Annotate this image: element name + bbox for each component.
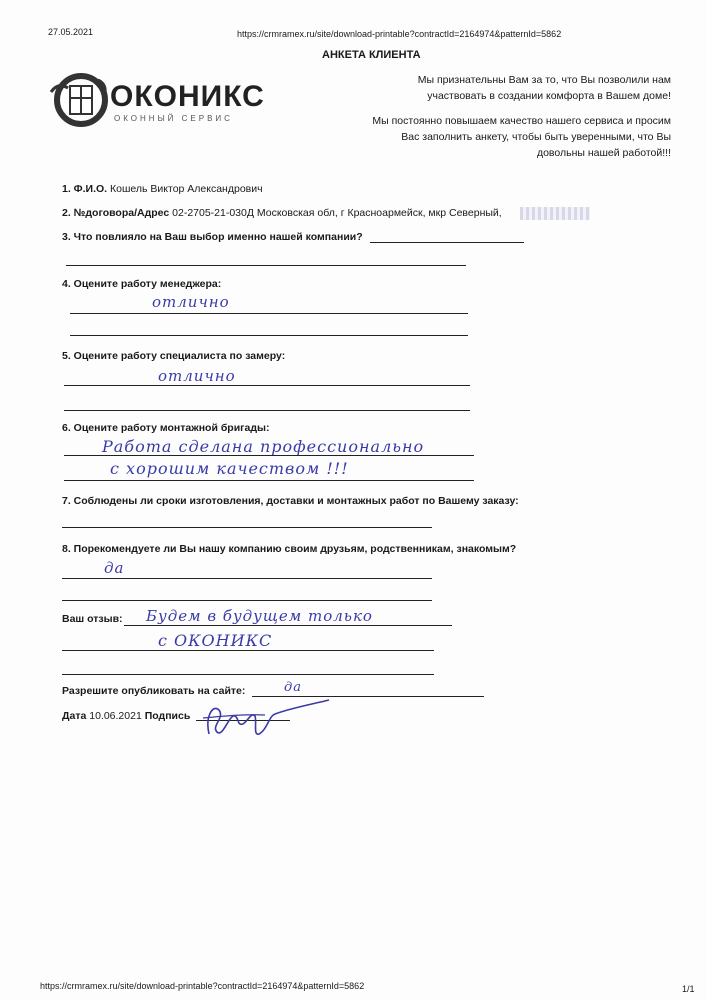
q4-answer: отлично <box>152 293 230 311</box>
q8-answer: да <box>104 559 125 577</box>
window-logo-icon <box>48 70 108 128</box>
date-row <box>62 710 190 722</box>
q4-text: 4. Оцените работу менеджера: <box>62 278 222 290</box>
answer-line <box>124 625 452 626</box>
q3-text: 3. Что повлияло на Ваш выбор именно нашей компании? <box>62 231 363 243</box>
q1-value: Кошель Виктор Александрович <box>110 183 263 195</box>
q2-label: 2. №договора/Адрес <box>62 207 170 219</box>
intro-line: Мы постоянно повышаем качество нашего сервиса и просим <box>372 115 671 127</box>
print-date: 27.05.2021 <box>48 27 94 37</box>
logo-tagline: ОКОННЫЙ СЕРВИС <box>114 114 233 123</box>
answer-line <box>70 313 468 314</box>
date-label: Дата <box>62 710 87 722</box>
answer-line <box>62 578 432 579</box>
answer-line <box>64 455 474 456</box>
q5-text: 5. Оцените работу специалиста по замеру: <box>62 350 286 362</box>
intro-line: участвовать в создании комфорта в Вашем доме! <box>427 90 671 102</box>
answer-line <box>370 242 524 243</box>
publish-answer: да <box>284 680 302 695</box>
date-value: 10.06.2021 <box>89 710 142 722</box>
review-label: Ваш отзыв: <box>62 613 123 625</box>
answer-line <box>62 650 434 651</box>
handwritten-signature <box>195 696 335 742</box>
answer-line <box>66 265 466 266</box>
intro-line: Мы признательны Вам за то, что Вы позволили нам <box>417 74 671 86</box>
intro-text <box>372 72 671 161</box>
intro-line: довольны нашей работой!!! <box>536 147 671 159</box>
answer-line <box>62 527 432 528</box>
q6-text: 6. Оцените работу монтажной бригады: <box>62 422 270 434</box>
q6-answer-line2: с хорошим качеством !!! <box>110 459 349 478</box>
print-url: https://crmramex.ru/site/download-printable?contractId=2164974&patternId=5862 <box>237 29 562 39</box>
answer-line <box>64 480 474 481</box>
answer-line <box>64 410 470 411</box>
answer-line <box>70 335 468 336</box>
q2-row <box>62 207 502 219</box>
company-logo <box>48 70 278 130</box>
q5-answer: отлично <box>158 367 236 385</box>
form-title: АНКЕТА КЛИЕНТА <box>322 49 421 61</box>
answer-line <box>62 600 432 601</box>
answer-line <box>62 674 434 675</box>
footer-url: https://crmramex.ru/site/download-printable?contractId=2164974&patternId=5862 <box>40 981 365 991</box>
q2-value: 02-2705-21-030Д Московская обл, г Красноармейск, мкр Северный, <box>172 207 502 219</box>
redacted-area <box>520 207 590 220</box>
q1-row <box>62 183 263 195</box>
q1-label: 1. Ф.И.О. <box>62 183 108 195</box>
publish-label: Разрешите опубликовать на сайте: <box>62 685 246 697</box>
answer-line <box>64 385 470 386</box>
signature-label: Подпись <box>144 710 191 722</box>
page-number: 1/1 <box>682 984 695 994</box>
q8-text: 8. Порекомендуете ли Вы нашу компанию своим друзьям, родственникам, знакомым? <box>62 543 517 555</box>
review-line1: Будем в будущем только <box>146 607 373 625</box>
q6-answer-line1: Работа сделана профессионально <box>102 437 425 456</box>
intro-line: Вас заполнить анкету, чтобы быть уверенными, что Вы <box>401 131 671 143</box>
logo-name: ОКОНИКС <box>110 80 265 113</box>
review-line2: с ОКОНИКС <box>158 631 273 650</box>
q7-text: 7. Соблюдены ли сроки изготовления, доставки и монтажных работ по Вашему заказу: <box>62 495 519 507</box>
